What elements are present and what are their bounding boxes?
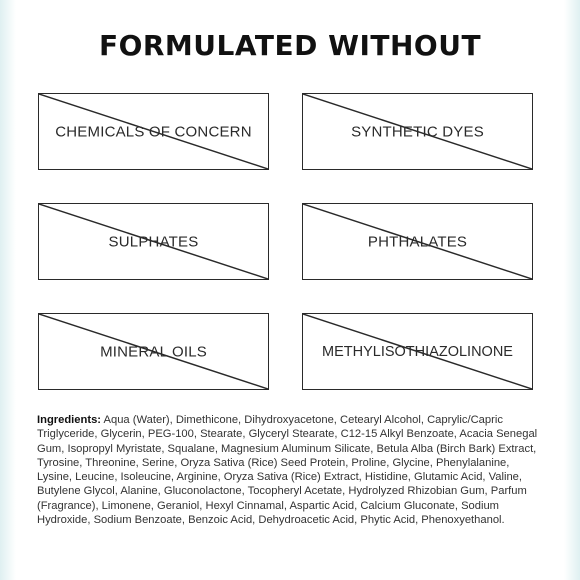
free-from-box-phthalates [302, 203, 533, 280]
free-from-label: METHYLISOTHIAZOLINONE [322, 343, 513, 360]
ingredients-heading: Ingredients: [37, 414, 102, 426]
page-title: FORMULATED WITHOUT [98, 29, 482, 62]
free-from-label: MINERAL OILS [100, 343, 207, 360]
ingredients-list [37, 413, 547, 527]
free-from-box-mineral-oils [38, 313, 269, 390]
ingredients-text: Aqua (Water), Dimethicone, Dihydroxyacetone, Cetearyl Alcohol, Caprylic/Capric Triglyceride, Glycerin, PEG-100, Stearate, Glyceryl Stearate, C12-15 Alkyl Benzoate, Acacia Senegal Gum, Isopropyl Myristate, Squalane, Magnesium Aluminum Silicate, Betula Alba (Birch Bark) Extract, Tyrosine, Threonine, Serine, Oryza Sativa (Rice) Seed Protein, Proline, Glycine, Phenylalanine, Lysine, Leucine, Isoleucine, Arginine, Oryza Sativa (Rice) Extract, Histidine, Glutamic Acid, Valine, Butylene Glycol, Alanine, Gluconolactone, Tocopheryl Acetate, Hydrolyzed Rhizobian Gum, Parfum (Fragrance), Limonene, Geraniol, Hexyl Cinnamal, Aspartic Acid, Calcium Gluconate, Sodium Hydroxide, Sodium Benzoate, Benzoic Acid, Dehydroacetic Acid, Phytic Acid, Phenoxyethanol. [37, 414, 538, 527]
free-from-label: CHEMICALS OF CONCERN [55, 123, 252, 140]
free-from-label: SULPHATES [108, 233, 199, 250]
free-from-box-methylisothiazolinone [302, 313, 533, 390]
free-from-box-sulphates [38, 203, 269, 280]
free-from-box-synthetic-dyes [302, 93, 533, 170]
free-from-box-chemicals-of-concern [38, 93, 269, 170]
free-from-label: SYNTHETIC DYES [351, 123, 484, 140]
free-from-label: PHTHALATES [367, 233, 468, 250]
